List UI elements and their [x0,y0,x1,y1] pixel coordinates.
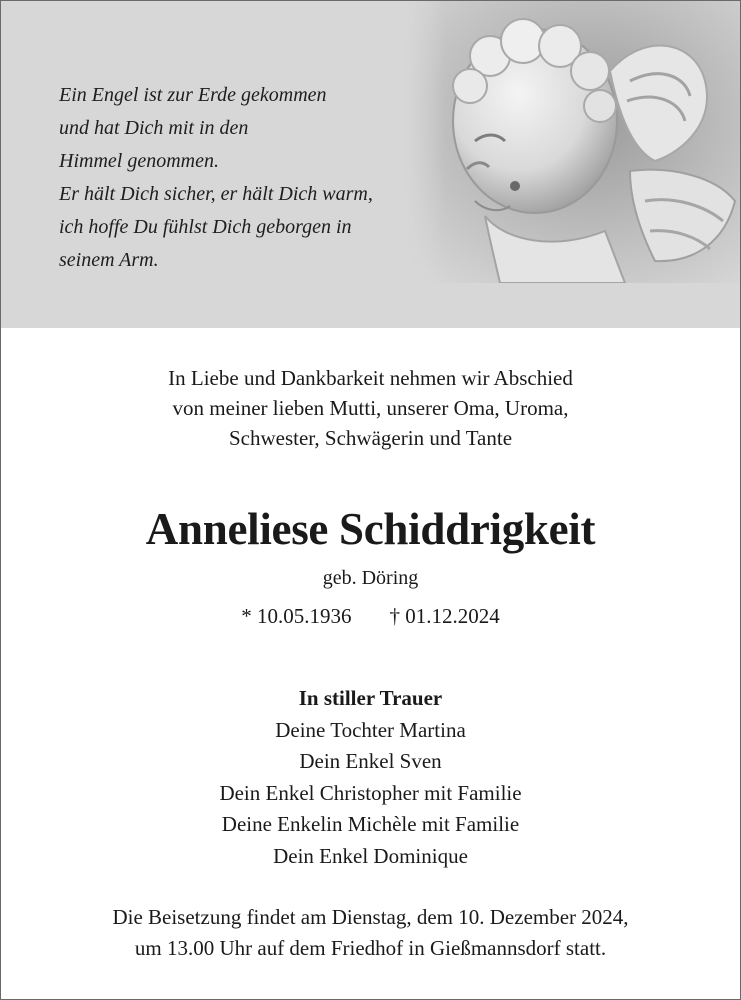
intro-line: von meiner lieben Mutti, unserer Oma, Uroma, [172,396,569,420]
birth-name: geb. Döring [322,567,419,589]
intro-line: Schwester, Schwägerin und Tante [228,426,513,450]
poem-line: Er hält Dich sicher, er hält Dich warm, [59,183,373,205]
life-dates [1,601,740,631]
poem-line: Himmel genommen. [59,150,219,172]
intro-text [1,363,740,453]
poem-line: ich hoffe Du fühlst Dich geborgen in [59,216,352,238]
mourners-title: In stiller Trauer [298,686,443,710]
birth-date: * 10.05.1936 [241,604,352,628]
mourner-entry: Dein Enkel Sven [299,749,442,773]
mourner-entry: Deine Tochter Martina [275,717,466,742]
funeral-line: Die Beisetzung findet am Dienstag, dem 10. Dezember 2024, [112,905,629,929]
death-date: † 01.12.2024 [389,604,500,628]
poem-line: seinem Arm. [59,249,159,271]
poem-line: und hat Dich mit in den [59,117,249,139]
header-panel [1,1,740,328]
poem-line: Ein Engel ist zur Erde gekommen [59,84,327,106]
mourner-entry: Dein Enkel Christopher mit Familie [219,780,522,805]
deceased-name: Anneliese Schiddrigkeit [145,504,596,554]
funeral-notice [1,902,740,964]
mourner-entry: Deine Enkelin Michèle mit Familie [221,812,520,836]
angel-statue-icon [405,1,740,283]
poem [59,79,419,277]
funeral-line: um 13.00 Uhr auf dem Friedhof in Gießmannsdorf statt. [134,936,607,960]
mourner-entry: Dein Enkel Dominique [273,843,468,868]
intro-line: In Liebe und Dankbarkeit nehmen wir Abschied [168,366,573,390]
mourners-block [1,683,740,872]
